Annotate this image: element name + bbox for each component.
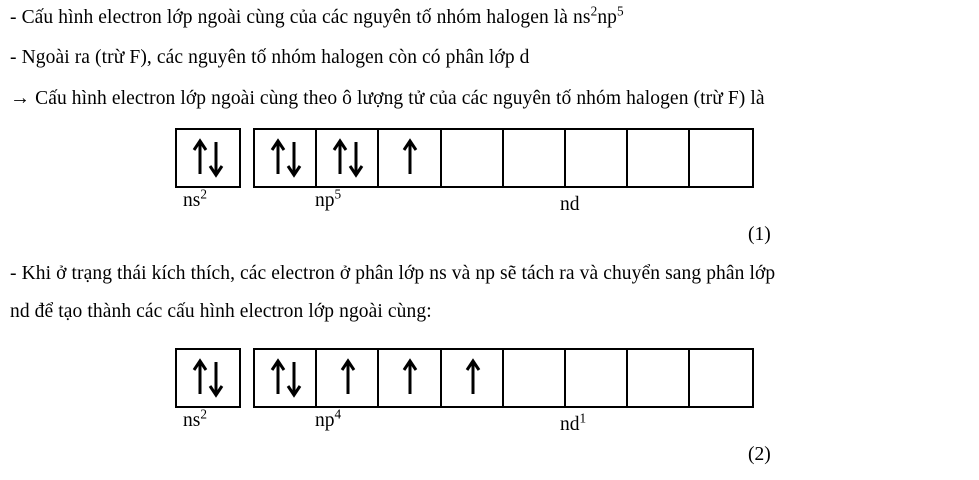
label-text: np [315, 410, 335, 431]
line-1-superscript-1: 2 [590, 3, 598, 19]
orbital-cell [504, 350, 566, 406]
right-arrow-icon: → [10, 87, 31, 109]
orbital-cell [690, 130, 752, 186]
orbital-cell [566, 130, 628, 186]
orbital-label-ns-1 [183, 186, 207, 212]
orbital-cell [177, 350, 239, 406]
electron-pair-up-down-icon [177, 130, 239, 186]
label-text: ns [183, 190, 201, 211]
label-superscript: 1 [579, 410, 587, 426]
orbital-label-nd-2 [560, 410, 587, 436]
orbital-cell [442, 130, 504, 186]
text-line-5 [10, 300, 432, 324]
diagram-1-tag: (1) [748, 224, 771, 245]
orbital-group-ns-2 [175, 348, 241, 408]
electron-pair-up-down-icon [255, 350, 317, 406]
label-text: np [315, 190, 335, 211]
line-5-text: nd để tạo thành các cấu hình electron lớp ngoài cùng: [10, 301, 432, 322]
orbital-cell [177, 130, 239, 186]
orbital-label-np-1 [315, 186, 342, 212]
orbital-cell [690, 350, 752, 406]
line-1-np: np [597, 7, 618, 28]
line-1-text: - Cấu hình electron lớp ngoài cùng của các nguyên tố nhóm halogen là ns [10, 7, 591, 28]
orbital-cell [504, 130, 566, 186]
diagram-2-tag: (2) [748, 444, 771, 465]
label-text: nd [560, 414, 580, 435]
electron-single-up-icon [379, 350, 441, 406]
label-text: nd [560, 194, 580, 215]
orbital-group-np-2 [253, 348, 443, 408]
electron-pair-up-down-icon [317, 130, 379, 186]
text-line-1 [10, 3, 624, 30]
orbital-cell [317, 130, 379, 186]
orbital-label-ns-2 [183, 406, 207, 432]
label-superscript: 5 [334, 186, 342, 202]
text-line-2 [10, 46, 530, 70]
label-superscript: 4 [334, 406, 342, 422]
label-text: ns [183, 410, 201, 431]
orbital-cell [317, 350, 379, 406]
orbital-group-nd-1 [440, 128, 754, 188]
line-3-text: Cấu hình electron lớp ngoài cùng theo ô lượng tử của các nguyên tố nhóm halogen (trừ F) là [30, 88, 765, 109]
electron-single-up-icon [379, 130, 441, 186]
electron-pair-up-down-icon [255, 130, 317, 186]
electron-pair-up-down-icon [177, 350, 239, 406]
orbital-cell [566, 350, 628, 406]
label-superscript: 2 [200, 186, 207, 202]
orbital-group-np-1 [253, 128, 443, 188]
line-1-superscript-2: 5 [617, 3, 624, 19]
text-line-3 [10, 86, 765, 111]
electron-single-up-icon [442, 350, 504, 406]
text-line-4 [10, 262, 775, 286]
orbital-cell [379, 130, 441, 186]
orbital-group-ns-1 [175, 128, 241, 188]
orbital-label-nd-1 [560, 194, 580, 216]
orbital-cell [379, 350, 441, 406]
orbital-cell [628, 130, 690, 186]
orbital-cell [628, 350, 690, 406]
orbital-cell [442, 350, 504, 406]
orbital-label-np-2 [315, 406, 342, 432]
label-superscript: 2 [200, 406, 207, 422]
orbital-cell [255, 350, 317, 406]
electron-single-up-icon [317, 350, 379, 406]
line-2-text: - Ngoài ra (trừ F), các nguyên tố nhóm halogen còn có phân lớp d [10, 47, 530, 68]
orbital-cell [255, 130, 317, 186]
orbital-group-nd-2 [440, 348, 754, 408]
line-4-text: - Khi ở trạng thái kích thích, các electron ở phân lớp ns và np sẽ tách ra và chuyển sang phân lớp [10, 263, 776, 284]
